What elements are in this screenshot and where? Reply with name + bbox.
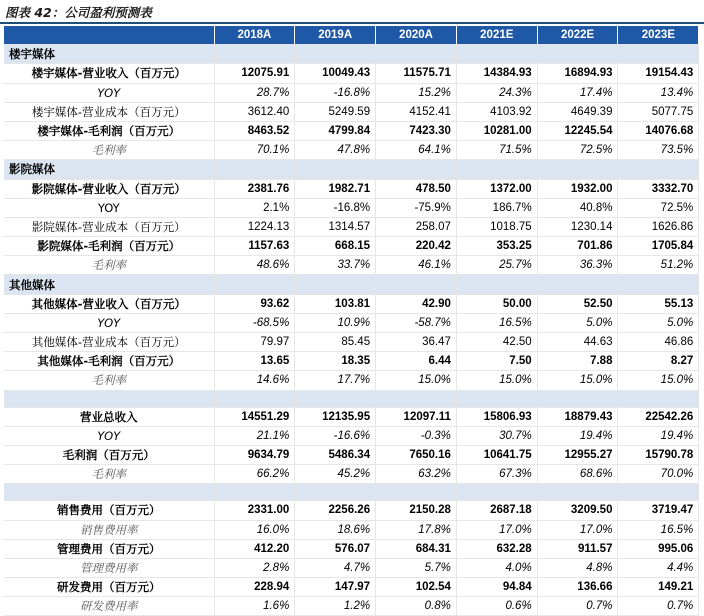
header-row — [4, 26, 699, 45]
value-cell — [376, 390, 457, 407]
value-cell: 2687.18 — [456, 501, 537, 520]
value-cell: 103.81 — [295, 294, 376, 313]
value-cell: 2381.76 — [214, 179, 295, 198]
value-cell: 18879.43 — [537, 407, 618, 426]
value-cell: 3719.47 — [618, 501, 699, 520]
value-cell: 72.5% — [618, 198, 699, 217]
value-cell: 42.50 — [456, 333, 537, 352]
row-label — [4, 484, 214, 501]
value-cell: 684.31 — [376, 539, 457, 558]
table-row — [4, 333, 699, 352]
value-cell: 220.42 — [376, 237, 457, 256]
header-cell-label — [4, 26, 214, 45]
value-cell — [537, 275, 618, 294]
table-row — [4, 578, 699, 597]
table-row — [4, 121, 699, 140]
profit-forecast-table — [4, 26, 699, 616]
value-cell: 3612.40 — [214, 102, 295, 121]
value-cell: 66.2% — [214, 465, 295, 484]
value-cell: 55.13 — [618, 294, 699, 313]
row-label: 影院媒体-营业成本（百万元） — [4, 217, 214, 236]
table-row — [4, 520, 699, 539]
table-row — [4, 102, 699, 121]
table-row — [4, 465, 699, 484]
value-cell: 10281.00 — [456, 121, 537, 140]
value-cell: 10.9% — [295, 313, 376, 332]
value-cell: 5.0% — [537, 313, 618, 332]
value-cell: 17.4% — [537, 83, 618, 102]
value-cell — [456, 484, 537, 501]
table-row — [4, 426, 699, 445]
value-cell: 412.20 — [214, 539, 295, 558]
value-cell: 10641.75 — [456, 445, 537, 464]
value-cell: 4.7% — [295, 558, 376, 577]
value-cell: 15790.78 — [618, 445, 699, 464]
value-cell — [376, 45, 457, 64]
value-cell: 7650.16 — [376, 445, 457, 464]
value-cell: 50.00 — [456, 294, 537, 313]
value-cell: 8.27 — [618, 352, 699, 371]
value-cell: 15.0% — [376, 371, 457, 390]
value-cell: 3209.50 — [537, 501, 618, 520]
value-cell: 4152.41 — [376, 102, 457, 121]
row-label: 楼宇媒体-毛利润（百万元） — [4, 121, 214, 140]
value-cell: 71.5% — [456, 141, 537, 160]
row-label: 楼宇媒体-营业成本（百万元） — [4, 102, 214, 121]
value-cell: 7.88 — [537, 352, 618, 371]
value-cell — [456, 275, 537, 294]
section-header-row — [4, 275, 699, 294]
value-cell — [376, 275, 457, 294]
value-cell: -58.7% — [376, 313, 457, 332]
value-cell: 33.7% — [295, 256, 376, 275]
value-cell: 12075.91 — [214, 64, 295, 83]
value-cell: 0.8% — [376, 597, 457, 616]
value-cell — [214, 45, 295, 64]
table-row — [4, 256, 699, 275]
row-label: YOY — [4, 198, 214, 217]
value-cell: -75.9% — [376, 198, 457, 217]
value-cell: 1626.86 — [618, 217, 699, 236]
value-cell: 4.0% — [456, 558, 537, 577]
table-row — [4, 198, 699, 217]
value-cell: 7423.30 — [376, 121, 457, 140]
value-cell: 48.6% — [214, 256, 295, 275]
row-label: 其他媒体 — [4, 275, 214, 294]
value-cell — [295, 160, 376, 179]
table-row — [4, 558, 699, 577]
row-label: 研发费用率 — [4, 597, 214, 616]
row-label: 销售费用（百万元） — [4, 501, 214, 520]
value-cell: 85.45 — [295, 333, 376, 352]
value-cell: 1.2% — [295, 597, 376, 616]
value-cell: 14.6% — [214, 371, 295, 390]
value-cell: 4.4% — [618, 558, 699, 577]
value-cell — [618, 45, 699, 64]
value-cell: 15.0% — [456, 371, 537, 390]
value-cell — [456, 390, 537, 407]
value-cell: 70.0% — [618, 465, 699, 484]
value-cell: 15.2% — [376, 83, 457, 102]
value-cell: 16.5% — [618, 520, 699, 539]
value-cell: 30.7% — [456, 426, 537, 445]
value-cell: 12955.27 — [537, 445, 618, 464]
value-cell: 3332.70 — [618, 179, 699, 198]
value-cell: 0.7% — [618, 597, 699, 616]
value-cell: 12245.54 — [537, 121, 618, 140]
value-cell: 5.7% — [376, 558, 457, 577]
table-row — [4, 501, 699, 520]
value-cell: 45.2% — [295, 465, 376, 484]
value-cell: 2331.00 — [214, 501, 295, 520]
value-cell: 4649.39 — [537, 102, 618, 121]
value-cell: 147.97 — [295, 578, 376, 597]
value-cell: 42.90 — [376, 294, 457, 313]
row-label: 营业总收入 — [4, 407, 214, 426]
value-cell: 13.4% — [618, 83, 699, 102]
row-label: 毛利率 — [4, 465, 214, 484]
value-cell — [456, 160, 537, 179]
value-cell: 1314.57 — [295, 217, 376, 236]
value-cell: 12097.11 — [376, 407, 457, 426]
value-cell: 1982.71 — [295, 179, 376, 198]
value-cell — [214, 275, 295, 294]
value-cell: 36.47 — [376, 333, 457, 352]
header-cell-2018a: 2018A — [214, 26, 295, 45]
header-cell-2021e: 2021E — [456, 26, 537, 45]
value-cell: 1372.00 — [456, 179, 537, 198]
value-cell: 63.2% — [376, 465, 457, 484]
value-cell: 1230.14 — [537, 217, 618, 236]
section-header-row — [4, 160, 699, 179]
value-cell: -68.5% — [214, 313, 295, 332]
value-cell: 5486.34 — [295, 445, 376, 464]
row-label: YOY — [4, 426, 214, 445]
value-cell: 64.1% — [376, 141, 457, 160]
value-cell: 911.57 — [537, 539, 618, 558]
value-cell: 228.94 — [214, 578, 295, 597]
table-row — [4, 371, 699, 390]
figure-title-bar — [0, 0, 704, 23]
value-cell — [214, 160, 295, 179]
value-cell: -16.8% — [295, 83, 376, 102]
value-cell: -16.8% — [295, 198, 376, 217]
value-cell: 5077.75 — [618, 102, 699, 121]
value-cell — [537, 45, 618, 64]
row-label: 影院媒体-毛利润（百万元） — [4, 237, 214, 256]
value-cell: 70.1% — [214, 141, 295, 160]
table-body — [4, 26, 699, 616]
value-cell: 15.0% — [537, 371, 618, 390]
value-cell: 12135.95 — [295, 407, 376, 426]
table-row — [4, 237, 699, 256]
value-cell: 9634.79 — [214, 445, 295, 464]
value-cell: 79.97 — [214, 333, 295, 352]
value-cell — [537, 390, 618, 407]
value-cell: 36.3% — [537, 256, 618, 275]
value-cell — [618, 160, 699, 179]
value-cell: 632.28 — [456, 539, 537, 558]
value-cell: 353.25 — [456, 237, 537, 256]
value-cell: 668.15 — [295, 237, 376, 256]
title-underline — [0, 22, 704, 24]
value-cell — [618, 275, 699, 294]
row-label: 毛利率 — [4, 141, 214, 160]
table-row — [4, 352, 699, 371]
table-row — [4, 179, 699, 198]
value-cell — [618, 484, 699, 501]
value-cell: 19154.43 — [618, 64, 699, 83]
table-row — [4, 597, 699, 616]
value-cell: 576.07 — [295, 539, 376, 558]
value-cell: 14384.93 — [456, 64, 537, 83]
value-cell: 5249.59 — [295, 102, 376, 121]
value-cell — [295, 45, 376, 64]
row-label: 其他媒体-毛利润（百万元） — [4, 352, 214, 371]
value-cell: 16.0% — [214, 520, 295, 539]
row-label: 管理费用率 — [4, 558, 214, 577]
value-cell: 52.50 — [537, 294, 618, 313]
value-cell: 17.8% — [376, 520, 457, 539]
spacer-row — [4, 484, 699, 501]
value-cell: 7.50 — [456, 352, 537, 371]
row-label: 毛利率 — [4, 256, 214, 275]
value-cell: 13.65 — [214, 352, 295, 371]
value-cell: 701.86 — [537, 237, 618, 256]
value-cell: 22542.26 — [618, 407, 699, 426]
value-cell: 8463.52 — [214, 121, 295, 140]
value-cell: 0.6% — [456, 597, 537, 616]
value-cell: 15806.93 — [456, 407, 537, 426]
value-cell: 25.7% — [456, 256, 537, 275]
row-label: 毛利润（百万元） — [4, 445, 214, 464]
value-cell — [537, 484, 618, 501]
value-cell: 186.7% — [456, 198, 537, 217]
value-cell: 44.63 — [537, 333, 618, 352]
table-row — [4, 445, 699, 464]
value-cell — [214, 390, 295, 407]
value-cell: 4799.84 — [295, 121, 376, 140]
value-cell: 46.1% — [376, 256, 457, 275]
value-cell: 51.2% — [618, 256, 699, 275]
value-cell: 0.7% — [537, 597, 618, 616]
value-cell: 5.0% — [618, 313, 699, 332]
value-cell: 11575.71 — [376, 64, 457, 83]
value-cell: 16.5% — [456, 313, 537, 332]
value-cell: 16894.93 — [537, 64, 618, 83]
header-cell-2019a: 2019A — [295, 26, 376, 45]
row-label: 影院媒体-营业收入（百万元） — [4, 179, 214, 198]
value-cell: 6.44 — [376, 352, 457, 371]
value-cell: 1.6% — [214, 597, 295, 616]
row-label: 楼宇媒体 — [4, 45, 214, 64]
value-cell: 2.1% — [214, 198, 295, 217]
row-label: 销售费用率 — [4, 520, 214, 539]
value-cell: 478.50 — [376, 179, 457, 198]
value-cell: 73.5% — [618, 141, 699, 160]
value-cell — [295, 390, 376, 407]
value-cell: 10049.43 — [295, 64, 376, 83]
row-label: YOY — [4, 83, 214, 102]
row-label: 影院媒体 — [4, 160, 214, 179]
value-cell: 18.6% — [295, 520, 376, 539]
value-cell: 68.6% — [537, 465, 618, 484]
row-label: 研发费用（百万元） — [4, 578, 214, 597]
spacer-row — [4, 390, 699, 407]
value-cell — [214, 484, 295, 501]
value-cell: 1224.13 — [214, 217, 295, 236]
value-cell: 995.06 — [618, 539, 699, 558]
value-cell: 17.0% — [537, 520, 618, 539]
value-cell: 1018.75 — [456, 217, 537, 236]
value-cell: 67.3% — [456, 465, 537, 484]
value-cell: 72.5% — [537, 141, 618, 160]
value-cell — [295, 484, 376, 501]
value-cell — [618, 390, 699, 407]
value-cell: 2.8% — [214, 558, 295, 577]
value-cell: 15.0% — [618, 371, 699, 390]
value-cell: 1932.00 — [537, 179, 618, 198]
value-cell: 14551.29 — [214, 407, 295, 426]
table-row — [4, 294, 699, 313]
value-cell: 4103.92 — [456, 102, 537, 121]
figure-title: 图表 42：公司盈利预测表 — [5, 5, 152, 20]
row-label: YOY — [4, 313, 214, 332]
value-cell — [376, 484, 457, 501]
table-row — [4, 217, 699, 236]
value-cell — [295, 275, 376, 294]
value-cell: -0.3% — [376, 426, 457, 445]
value-cell: 40.8% — [537, 198, 618, 217]
row-label: 毛利率 — [4, 371, 214, 390]
value-cell: 1157.63 — [214, 237, 295, 256]
value-cell: 17.7% — [295, 371, 376, 390]
value-cell: 47.8% — [295, 141, 376, 160]
value-cell: 19.4% — [618, 426, 699, 445]
value-cell: 14076.68 — [618, 121, 699, 140]
table-row — [4, 83, 699, 102]
value-cell: 21.1% — [214, 426, 295, 445]
value-cell: 4.8% — [537, 558, 618, 577]
table-row — [4, 64, 699, 83]
row-label — [4, 390, 214, 407]
value-cell: 46.86 — [618, 333, 699, 352]
value-cell: 19.4% — [537, 426, 618, 445]
table-row — [4, 313, 699, 332]
table-row — [4, 539, 699, 558]
value-cell: 136.66 — [537, 578, 618, 597]
value-cell — [376, 160, 457, 179]
value-cell: 17.0% — [456, 520, 537, 539]
value-cell: 102.54 — [376, 578, 457, 597]
table-row — [4, 141, 699, 160]
value-cell: 2256.26 — [295, 501, 376, 520]
header-cell-2023e: 2023E — [618, 26, 699, 45]
value-cell: 1705.84 — [618, 237, 699, 256]
value-cell — [537, 160, 618, 179]
header-cell-2020a: 2020A — [376, 26, 457, 45]
row-label: 其他媒体-营业收入（百万元） — [4, 294, 214, 313]
value-cell: 18.35 — [295, 352, 376, 371]
value-cell: -16.6% — [295, 426, 376, 445]
value-cell: 28.7% — [214, 83, 295, 102]
section-header-row — [4, 45, 699, 64]
row-label: 管理费用（百万元） — [4, 539, 214, 558]
row-label: 其他媒体-营业成本（百万元） — [4, 333, 214, 352]
value-cell: 2150.28 — [376, 501, 457, 520]
value-cell: 149.21 — [618, 578, 699, 597]
header-cell-2022e: 2022E — [537, 26, 618, 45]
value-cell: 24.3% — [456, 83, 537, 102]
value-cell — [456, 45, 537, 64]
value-cell: 93.62 — [214, 294, 295, 313]
value-cell: 94.84 — [456, 578, 537, 597]
row-label: 楼宇媒体-营业收入（百万元） — [4, 64, 214, 83]
table-row — [4, 407, 699, 426]
value-cell: 258.07 — [376, 217, 457, 236]
